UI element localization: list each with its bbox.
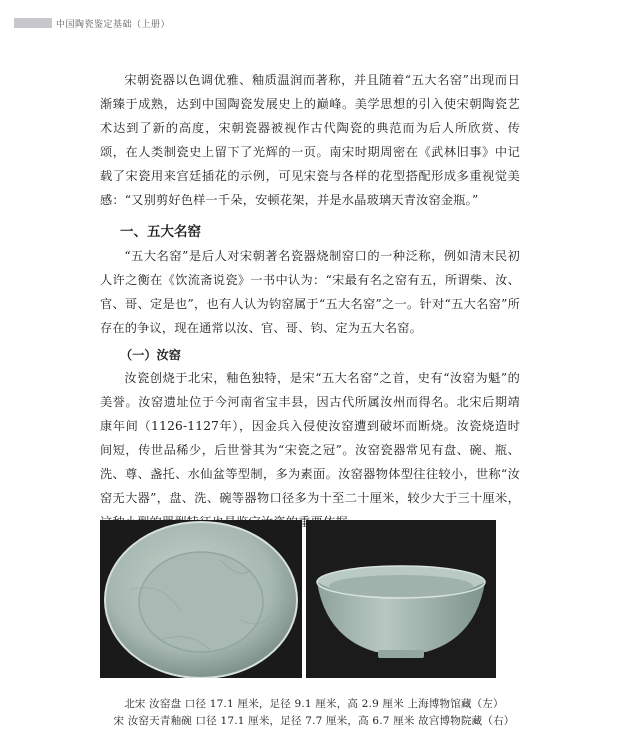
intro-block <box>100 68 520 212</box>
intro-paragraph: 宋朝瓷器以色调优雅、釉质温润而著称，并且随着“五大名窑”出现而日渐臻于成熟，达到中国陶瓷发展史上的巅峰。美学思想的引入使宋朝陶瓷艺术达到了新的高度，宋朝瓷器被视作古代陶瓷的典范而为后人所欣赏、传颂，在人类制瓷史上留下了光辉的一页。南宋时期周密在《武林旧事》中记载了宋瓷用来宫廷插花的示例，可见宋瓷与各样的花型搭配形成多重视觉美感：“又别剪好色样一千朵，安顿花架，并是水晶玻璃天青汝窑金瓶。” <box>100 73 520 207</box>
section1-paragraph: “五大名窑”是后人对宋朝著名瓷器烧制窑口的一种泛称，例如清末民初人许之衡在《饮流斋说瓷》一书中认为：“宋最有名之窑有五，所谓柴、汝、官、哥、定是也”，也有人认为钧窑属于“五大名窑”之一。针对“五大名窑”所存在的争议，现在通常以汝、官、哥、钧、定为五大名窑。 <box>100 249 520 335</box>
header-decoration-bar <box>14 18 52 28</box>
caption-line-right: 宋 汝窑天青釉碗 口径 17.1 厘米，足径 7.7 厘米，高 6.7 厘米 故宫博物院藏（右） <box>113 715 515 727</box>
ru-bowl-illustration <box>306 520 496 678</box>
header-title: 中国陶瓷鉴定基础（上册） <box>56 19 171 30</box>
subsection1-block <box>100 366 520 534</box>
subsection1-paragraph: 汝瓷创烧于北宋，釉色独特，是宋“五大名窑”之首，史有“汝窑为魁”的美誉。汝窑遗址位于今河南省宝丰县，因古代所属汝州而得名。北宋后期靖康年间（1126-1127年），因金兵入侵使汝窑遭到破坏而断烧。汝瓷烧造时间短，传世品稀少，后世誉其为“宋瓷之冠”。汝窑瓷器常见有盘、碗、瓶、洗、尊、盏托、水仙盆等型制，多为素面。汝窑器物体型往往较小，世称“汝窑无大器”，盘、洗、碗等器物口径多为十至二十厘米，较少大于三十厘米， 重 <box>100 371 520 529</box>
subsection-heading-ru-kiln: （一）汝窑 <box>120 348 181 362</box>
running-header <box>14 16 170 30</box>
section-heading-five-kilns: 一、五大名窑 <box>120 224 201 240</box>
section1-block <box>100 244 520 340</box>
photo-ru-dish <box>100 520 302 678</box>
ru-dish-illustration <box>100 520 302 678</box>
caption-line-left: 北宋 汝窑盘 口径 17.1 厘米，足径 9.1 厘米，高 2.9 厘米 上海博物馆藏（左） <box>124 698 504 710</box>
photo-ru-bowl <box>306 520 496 678</box>
